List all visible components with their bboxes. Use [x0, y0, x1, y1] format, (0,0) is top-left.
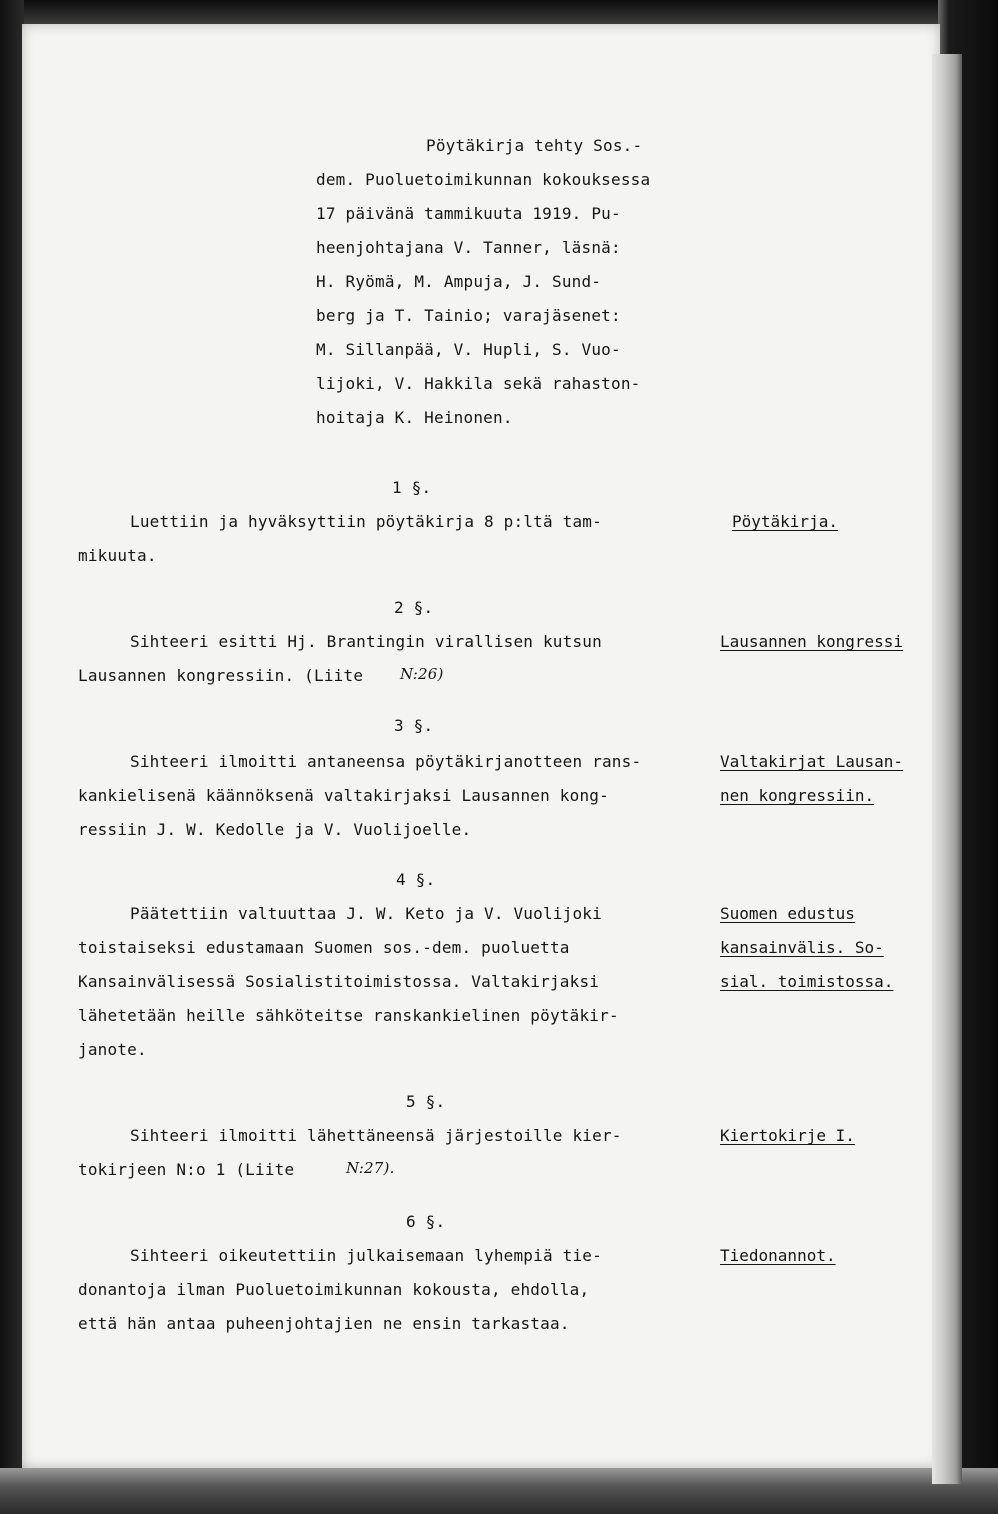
scanner-edge-bottom [0, 1468, 998, 1514]
section-line: Lausannen kongressiin. (Liite [78, 666, 364, 685]
header-line: H. Ryömä, M. Ampuja, J. Sund- [316, 272, 602, 291]
section-line: kankielisenä käännöksenä valtakirjaksi Lausannen kong- [78, 786, 609, 805]
header-line: M. Sillanpää, V. Hupli, S. Vuo- [316, 340, 621, 359]
margin-note: Pöytäkirja. [732, 512, 838, 531]
section-line: Kansainvälisessä Sosialistitoimistossa. Valtakirjaksi [78, 972, 600, 991]
section-number: 2 §. [394, 598, 434, 617]
section-number: 3 §. [394, 716, 434, 735]
header-line: hoitaja K. Heinonen. [316, 408, 513, 427]
section-line: tokirjeen N:o 1 (Liite [78, 1160, 295, 1179]
section-line: ressiin J. W. Kedolle ja V. Vuolijoelle. [78, 820, 472, 839]
margin-note: Lausannen kongressi [720, 632, 904, 651]
margin-note: nen kongressiin. [720, 786, 875, 805]
section-line: Luettiin ja hyväksyttiin pöytäkirja 8 p:ltä tam- [130, 512, 602, 531]
section-line: Sihteeri ilmoitti antaneensa pöytäkirjanotteen rans- [130, 752, 642, 771]
margin-note: kansainvälis. So- [720, 938, 884, 957]
margin-note: Suomen edustus [720, 904, 855, 923]
section-line: Sihteeri oikeutettiin julkaisemaan lyhempiä tie- [130, 1246, 602, 1265]
handwritten-attachment-number: N:26) [400, 665, 444, 683]
header-line: lijoki, V. Hakkila sekä rahaston- [316, 374, 641, 393]
section-line: Sihteeri esitti Hj. Brantingin virallisen kutsun [130, 632, 602, 651]
margin-note: Tiedonannot. [720, 1246, 836, 1265]
section-line: janote. [78, 1040, 147, 1059]
section-number: 6 §. [406, 1212, 446, 1231]
section-number: 4 §. [396, 870, 436, 889]
header-line: dem. Puoluetoimikunnan kokouksessa [316, 170, 651, 189]
scanner-edge-top [0, 0, 998, 24]
section-number: 5 §. [406, 1092, 446, 1111]
section-number: 1 §. [392, 478, 432, 497]
header-line: heenjohtajana V. Tanner, läsnä: [316, 238, 621, 257]
page-binding [932, 54, 962, 1484]
section-line: Päätettiin valtuuttaa J. W. Keto ja V. Vuolijoki [130, 904, 602, 923]
section-line: että hän antaa puheenjohtajien ne ensin tarkastaa. [78, 1314, 570, 1333]
section-line: donantoja ilman Puoluetoimikunnan kokousta, ehdolla, [78, 1280, 590, 1299]
header-line: Pöytäkirja tehty Sos.- [426, 136, 643, 155]
scanner-edge-left [0, 0, 24, 1514]
header-line: 17 päivänä tammikuuta 1919. Pu- [316, 204, 621, 223]
header-line: berg ja T. Tainio; varajäsenet: [316, 306, 621, 325]
section-line: lähetetään heille sähköteitse ranskankielinen pöytäkir- [78, 1006, 619, 1025]
section-line: toistaiseksi edustamaan Suomen sos.-dem. puoluetta [78, 938, 570, 957]
section-line: Sihteeri ilmoitti lähettäneensä järjestoille kier- [130, 1126, 622, 1145]
margin-note: Valtakirjat Lausan- [720, 752, 904, 771]
section-line: mikuuta. [78, 546, 157, 565]
margin-note: Kiertokirje I. [720, 1126, 855, 1145]
margin-note: sial. toimistossa. [720, 972, 894, 991]
handwritten-attachment-number: N:27). [346, 1159, 395, 1177]
